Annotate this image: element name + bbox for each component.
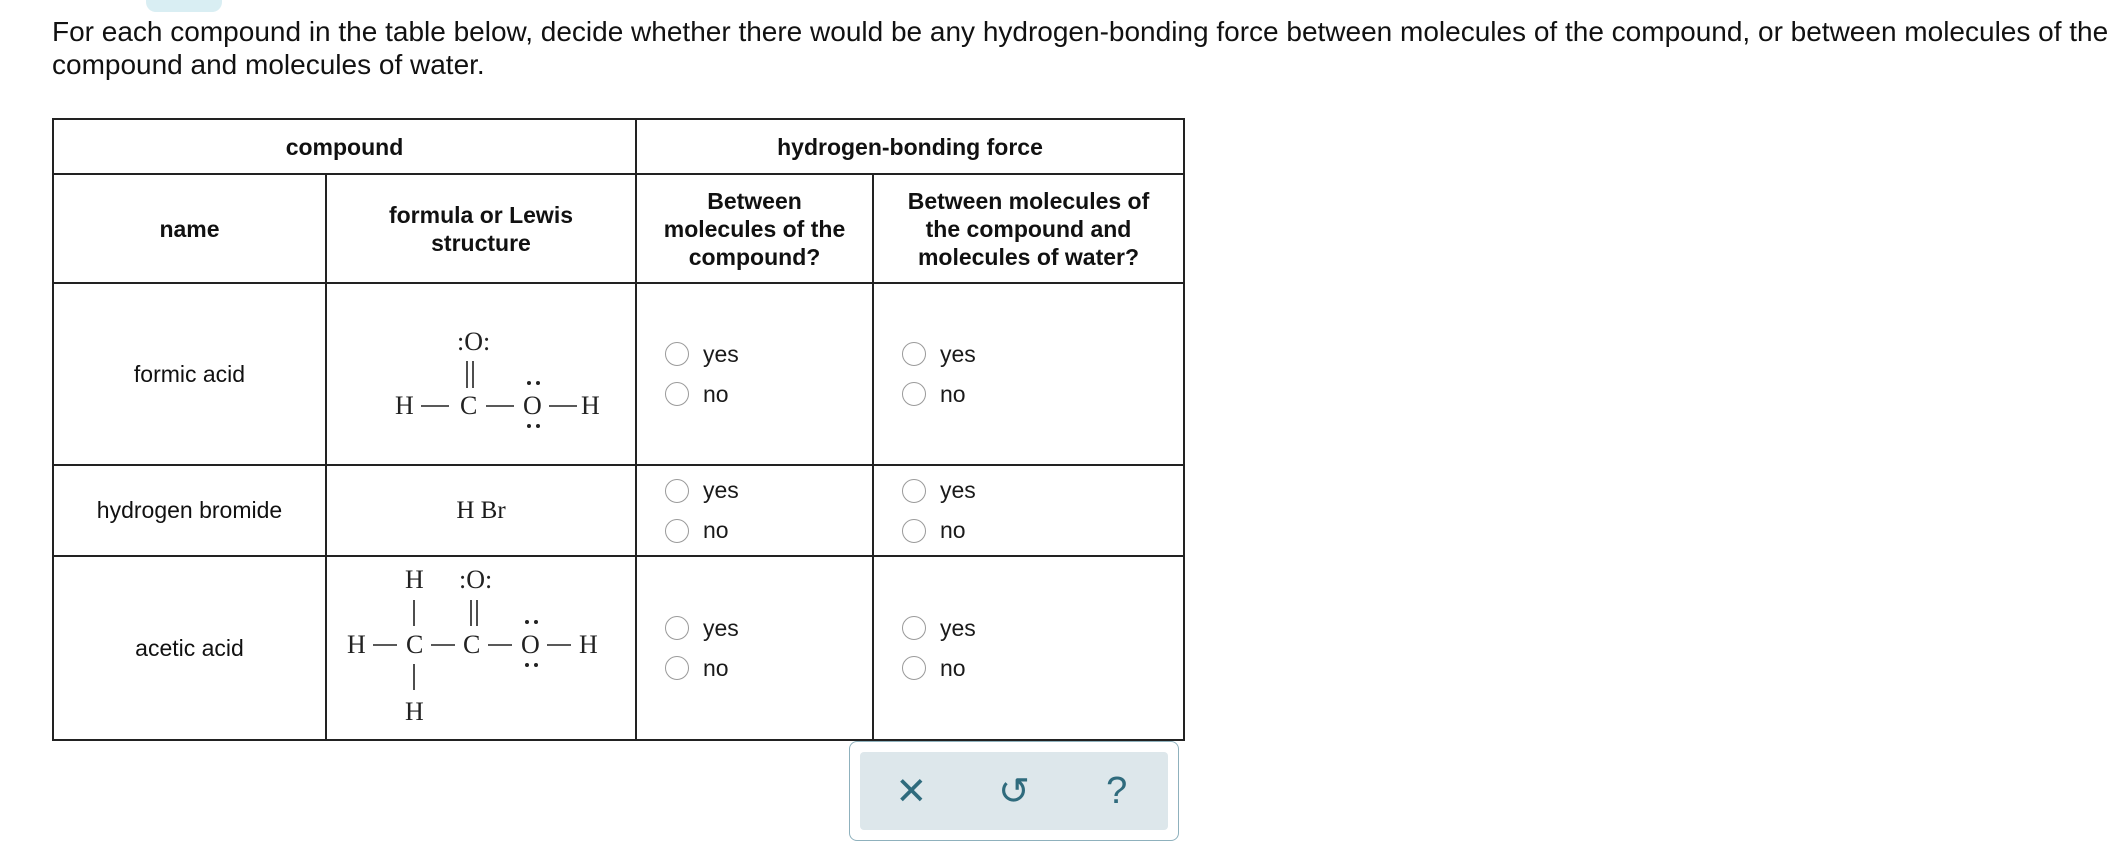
atom-c-methyl: C (406, 630, 424, 659)
toolbar-panel (860, 752, 1168, 830)
radio-button[interactable] (902, 656, 926, 680)
atom-h-left: H (347, 630, 366, 659)
radio-button[interactable] (665, 656, 689, 680)
formula-hydrogen-bromide (326, 465, 636, 556)
radio-button[interactable] (902, 479, 926, 503)
atom-o: O (521, 630, 540, 659)
help-icon[interactable]: ? (1106, 769, 1128, 812)
radio-button[interactable] (665, 382, 689, 406)
radio-button[interactable] (902, 382, 926, 406)
acetic-acid-structure (331, 560, 631, 736)
radio-option-no[interactable]: no (665, 655, 872, 681)
radio-option-yes[interactable]: yes (902, 478, 1183, 504)
col-header-name: name (53, 174, 326, 283)
reset-icon[interactable]: ↺ (998, 770, 1030, 813)
atom-o: O (523, 391, 542, 420)
radio-button[interactable] (665, 616, 689, 640)
top-tab (146, 0, 222, 12)
radio-button[interactable] (902, 519, 926, 543)
radio-option-yes[interactable]: yes (902, 341, 1183, 367)
instructions: For each compound in the table below, decide whether there would be any hydrogen-bonding force between molecules of the compound, or between molecules of the compound and molecules of water. (52, 16, 2109, 80)
atom-h-bottom: H (405, 697, 424, 726)
compound-name: formic acid (53, 283, 326, 465)
table-row (53, 283, 1184, 465)
table-row (53, 556, 1184, 740)
answer-toolbar (849, 741, 1179, 841)
atom-h-right: H (579, 630, 598, 659)
atom-h-left: H (395, 391, 414, 420)
lewis-structure-formic-acid (326, 283, 636, 465)
col-header-between-water: Between molecules of the compound and molecules of water? (873, 174, 1184, 283)
radio-button[interactable] (665, 479, 689, 503)
radio-button[interactable] (665, 342, 689, 366)
compound-table (52, 118, 1185, 741)
close-icon[interactable]: ✕ (895, 770, 928, 813)
atom-h-top: H (405, 565, 424, 594)
radio-button[interactable] (902, 616, 926, 640)
table-row (53, 465, 1184, 556)
col-header-between-self: Between molecules of the compound? (636, 174, 873, 283)
compound-name: acetic acid (53, 556, 326, 740)
radio-option-no[interactable]: no (902, 381, 1183, 407)
radio-option-yes[interactable]: yes (665, 341, 872, 367)
atom-c-carbonyl: C (463, 630, 481, 659)
carbonyl-oxygen: :O: (459, 565, 493, 594)
formula-text: H Br (456, 496, 506, 524)
formic-acid-structure (361, 314, 601, 434)
carbonyl-oxygen: :O: (457, 327, 491, 356)
group-header-hbond: hydrogen-bonding force (636, 119, 1184, 174)
lewis-structure-acetic-acid (326, 556, 636, 740)
compound-name: hydrogen bromide (53, 465, 326, 556)
atom-c: C (460, 391, 478, 420)
radio-button[interactable] (665, 519, 689, 543)
radio-button[interactable] (902, 342, 926, 366)
radio-option-yes[interactable]: yes (902, 615, 1183, 641)
group-header-compound: compound (53, 119, 636, 174)
radio-option-yes[interactable]: yes (665, 615, 872, 641)
radio-option-yes[interactable]: yes (665, 478, 872, 504)
radio-option-no[interactable]: no (665, 518, 872, 544)
atom-h-right: H (581, 391, 600, 420)
radio-option-no[interactable]: no (902, 655, 1183, 681)
radio-option-no[interactable]: no (665, 381, 872, 407)
radio-option-no[interactable]: no (902, 518, 1183, 544)
col-header-formula: formula or Lewis structure (326, 174, 636, 283)
